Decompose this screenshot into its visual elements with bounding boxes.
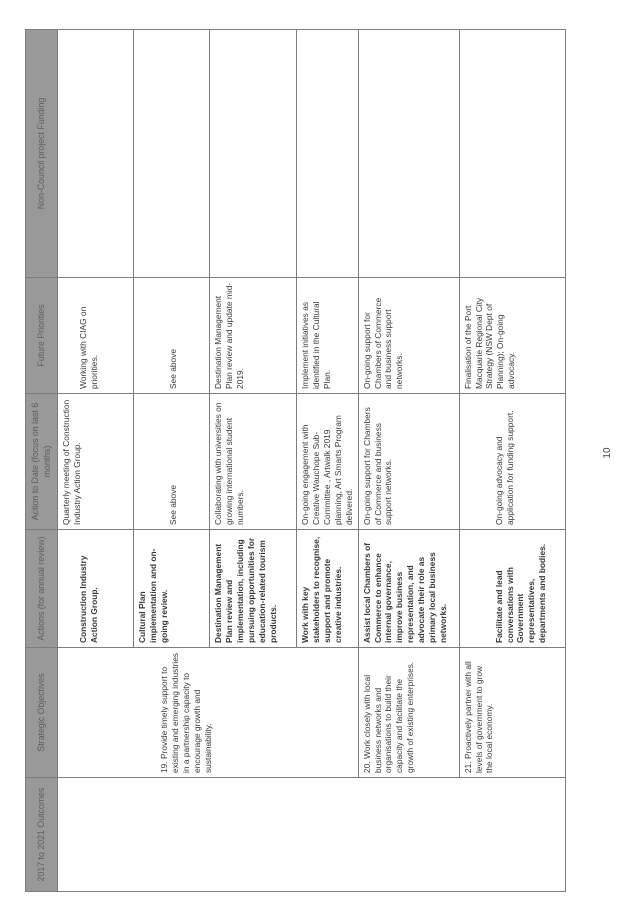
- funding-cell: [459, 30, 565, 278]
- objective-21-cell: 21. Proactively partner with all levels of government to grow the local economy.: [459, 648, 565, 778]
- header-objectives: Strategic Objectives: [26, 648, 58, 778]
- header-actions: Actions (for annual review): [26, 530, 58, 648]
- to-date-cell: On-going advocacy and application for funding support.: [459, 394, 565, 530]
- future-cell: On-going support for Chambers of Commerce and business support networks.: [358, 278, 459, 394]
- future-cell: Working with CIAG on priorities.: [58, 278, 134, 394]
- action-cell: Construction Industry Action Group.: [58, 530, 134, 648]
- table-row: [58, 30, 134, 892]
- objective-19-text: 19. Provide timely support to existing and emerging industries in a partnership capacity to encourage growth and sustainability.: [159, 652, 213, 773]
- to-date-cell: See above: [134, 394, 210, 530]
- action-cell: Facilitate and lead conversations with Government representatives, departments and bodies.: [459, 530, 565, 648]
- funding-cell: [358, 30, 459, 278]
- to-date-cell: On-going support for Chambers of Commerce and business support networks.: [358, 394, 459, 530]
- table-row: [358, 30, 459, 892]
- objective-19-cell: [58, 648, 359, 778]
- header-future-priorities: Future Priorities: [26, 278, 58, 394]
- funding-cell: [134, 30, 210, 278]
- header-funding: Non-Council project Funding: [26, 30, 58, 278]
- action-cell: Destination Management Plan review and implementation, including pursuing opportunities for education-related tourism products.: [210, 530, 297, 648]
- funding-cell: [210, 30, 297, 278]
- table-header-row: [26, 30, 58, 892]
- funding-cell: [297, 30, 359, 278]
- header-outcomes: 2017 to 2021 Outcomes: [26, 778, 58, 892]
- page-number: 10: [602, 447, 613, 459]
- future-cell: Finalisation of the Port Macquarie Regional City Strategy (NSW Dept of Planning); On-going advocacy.: [459, 278, 565, 394]
- outcomes-cell: [58, 778, 566, 892]
- to-date-cell: On-going engagement with Creative Wauchope Sub-Committee , Artwalk 2019 planning, Art Smarts Program delivered.: [297, 394, 359, 530]
- future-cell: Implement initiatives as identified in the Cultural Plan.: [297, 278, 359, 394]
- action-cell: Cultural Plan implementation and on-going review.: [134, 530, 210, 648]
- outcomes-table: [25, 29, 566, 892]
- action-cell: Assist local Chambers of Commerce to enhance internal governance, improve business representation, and advocate their role as primary local business networks.: [358, 530, 459, 648]
- funding-cell: [58, 30, 134, 278]
- to-date-cell: Quarterly meeting of Construction Industry Action Group.: [58, 394, 134, 530]
- header-action-to-date: Action to Date (focus on last 6 months): [26, 394, 58, 530]
- to-date-cell: Collaborating with universities on growing international student numbers.: [210, 394, 297, 530]
- future-cell: Destination Management Plan review and update mid- 2019.: [210, 278, 297, 394]
- table-row: [459, 30, 565, 892]
- objective-20-cell: 20. Work closely with local business networks and organisations to build their capacity and facilitate the growth of existing enterprises.: [358, 648, 459, 778]
- action-cell: Work with key stakeholders to recognise, support and promote creative industries.: [297, 530, 359, 648]
- future-cell: See above: [134, 278, 210, 394]
